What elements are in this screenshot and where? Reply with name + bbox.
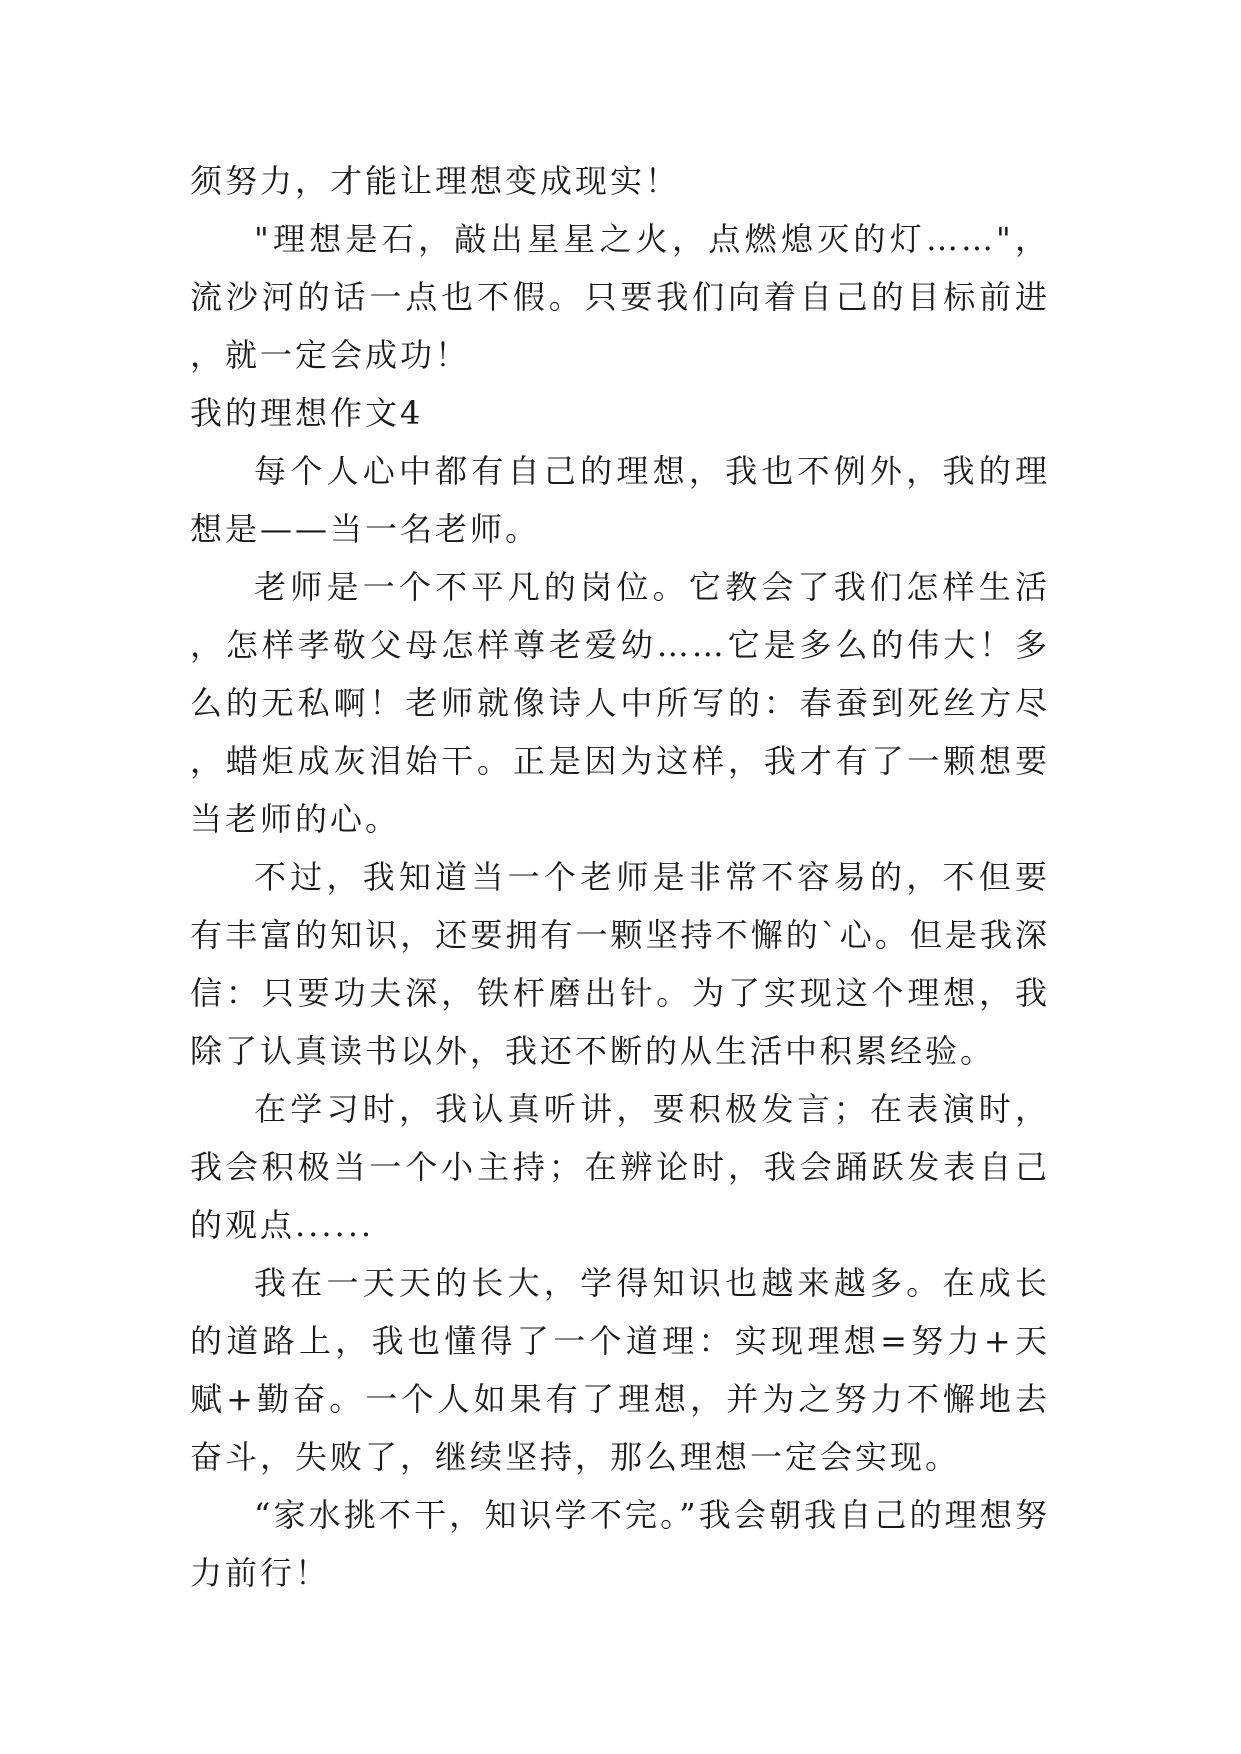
paragraph-growth: 我在一天天的长大，学得知识也越来越多。在成长的道路上，我也懂得了一个道理：实现理想=努力+天赋+勤奋。一个人如果有了理想，并为之努力不懈地去奋斗，失败了，继续坚持，那么理想一定会实现。 (190, 1264, 1050, 1476)
paragraph-conclusion: “家水挑不干，知识学不完。”我会朝我自己的理想努力前行！ (190, 1496, 1050, 1592)
paragraph-intro: 每个人心中都有自己的理想，我也不例外，我的理想是——当一名老师。 (190, 452, 1050, 548)
paragraph-continuation: 须努力，才能让理想变成现实！ (190, 162, 681, 200)
paragraph-difficulty: 不过，我知道当一个老师是非常不容易的，不但要有丰富的知识，还要拥有一颗坚持不懈的`心。但是我深信：只要功夫深，铁杆磨出针。为了实现这个理想，我除了认真读书以外，我还不断的从生活中积累经验。 (190, 858, 1050, 1070)
essay-heading: 我的理想作文4 (190, 394, 424, 432)
document-body (190, 152, 1050, 1602)
paragraph-quote-liushahe: "理想是石，敲出星星之火，点燃熄灭的灯……"，流沙河的话一点也不假。只要我们向着自己的目标前进，就一定会成功！ (190, 220, 1050, 374)
paragraph-study: 在学习时，我认真听讲，要积极发言；在表演时，我会积极当一个小主持；在辨论时，我会踊跃发表自己的观点...... (190, 1090, 1050, 1244)
paragraph-teacher-role: 老师是一个不平凡的岗位。它教会了我们怎样生活，怎样孝敬父母怎样尊老爱幼……它是多么的伟大！多么的无私啊！老师就像诗人中所写的：春蚕到死丝方尽，蜡炬成灰泪始干。正是因为这样，我才有了一颗想要当老师的心。 (190, 568, 1050, 838)
